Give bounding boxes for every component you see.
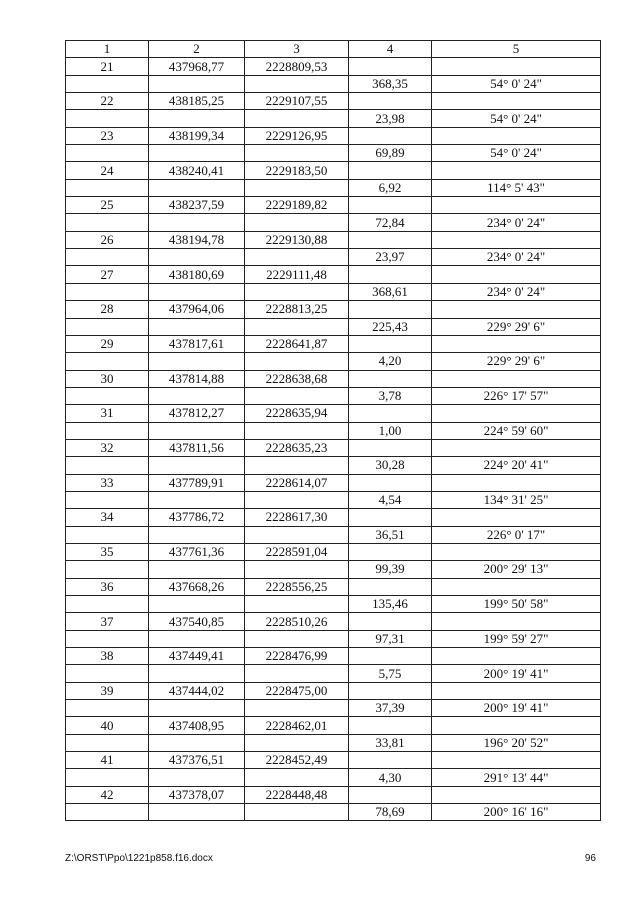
y-coordinate-cell <box>245 283 349 300</box>
point-number-cell <box>66 769 149 786</box>
bearing-cell: 200° 19' 41" <box>432 700 601 717</box>
y-coordinate-cell <box>245 665 349 682</box>
y-coordinate-cell: 2228635,23 <box>245 439 349 456</box>
x-coordinate-cell <box>149 214 245 231</box>
table-row <box>66 266 601 283</box>
distance-cell: 99,39 <box>349 561 432 578</box>
point-number-cell: 41 <box>66 752 149 769</box>
y-coordinate-cell <box>245 179 349 196</box>
point-number-cell <box>66 665 149 682</box>
y-coordinate-cell: 2228452,49 <box>245 752 349 769</box>
y-coordinate-cell: 2228635,94 <box>245 405 349 422</box>
y-coordinate-cell: 2228617,30 <box>245 509 349 526</box>
distance-cell: 6,92 <box>349 179 432 196</box>
table-header-row <box>66 41 601 58</box>
table-row <box>66 249 601 266</box>
point-number-cell: 28 <box>66 301 149 318</box>
bearing-cell <box>432 543 601 560</box>
table-row <box>66 648 601 665</box>
y-coordinate-cell <box>245 700 349 717</box>
table-row <box>66 370 601 387</box>
point-number-cell <box>66 457 149 474</box>
x-coordinate-cell <box>149 491 245 508</box>
table-row <box>66 752 601 769</box>
x-coordinate-cell: 437540,85 <box>149 613 245 630</box>
table-row <box>66 110 601 127</box>
distance-cell <box>349 474 432 491</box>
y-coordinate-cell <box>245 318 349 335</box>
bearing-cell <box>432 613 601 630</box>
point-number-cell: 22 <box>66 93 149 110</box>
distance-cell: 4,54 <box>349 491 432 508</box>
table-row <box>66 509 601 526</box>
distance-cell: 3,78 <box>349 387 432 404</box>
y-coordinate-cell: 2228476,99 <box>245 648 349 665</box>
y-coordinate-cell: 2228638,68 <box>245 370 349 387</box>
y-coordinate-cell <box>245 422 349 439</box>
bearing-cell: 134° 31' 25" <box>432 491 601 508</box>
x-coordinate-cell: 437449,41 <box>149 648 245 665</box>
bearing-cell: 291° 13' 44" <box>432 769 601 786</box>
x-coordinate-cell <box>149 596 245 613</box>
distance-cell <box>349 231 432 248</box>
distance-cell <box>349 405 432 422</box>
point-number-cell: 38 <box>66 648 149 665</box>
distance-cell <box>349 786 432 803</box>
bearing-cell: 199° 50' 58" <box>432 596 601 613</box>
distance-cell: 37,39 <box>349 700 432 717</box>
bearing-cell: 226° 0' 17" <box>432 526 601 543</box>
column-header-2: 2 <box>149 41 245 58</box>
y-coordinate-cell <box>245 353 349 370</box>
point-number-cell <box>66 145 149 162</box>
y-coordinate-cell: 2229111,48 <box>245 266 349 283</box>
distance-cell: 368,61 <box>349 283 432 300</box>
bearing-cell: 196° 20' 52" <box>432 734 601 751</box>
table-row <box>66 613 601 630</box>
table-row <box>66 127 601 144</box>
point-number-cell: 31 <box>66 405 149 422</box>
x-coordinate-cell: 437964,06 <box>149 301 245 318</box>
x-coordinate-cell <box>149 249 245 266</box>
bearing-cell: 224° 59' 60" <box>432 422 601 439</box>
column-header-1: 1 <box>66 41 149 58</box>
x-coordinate-cell: 437814,88 <box>149 370 245 387</box>
bearing-cell: 114° 5' 43" <box>432 179 601 196</box>
y-coordinate-cell <box>245 526 349 543</box>
table-row <box>66 335 601 352</box>
point-number-cell <box>66 318 149 335</box>
bearing-cell <box>432 58 601 75</box>
y-coordinate-cell: 2228591,04 <box>245 543 349 560</box>
x-coordinate-cell <box>149 422 245 439</box>
distance-cell <box>349 127 432 144</box>
bearing-cell <box>432 405 601 422</box>
x-coordinate-cell: 437817,61 <box>149 335 245 352</box>
y-coordinate-cell: 2228641,87 <box>245 335 349 352</box>
point-number-cell: 29 <box>66 335 149 352</box>
distance-cell: 135,46 <box>349 596 432 613</box>
x-coordinate-cell <box>149 769 245 786</box>
x-coordinate-cell <box>149 145 245 162</box>
x-coordinate-cell: 437408,95 <box>149 717 245 734</box>
point-number-cell: 39 <box>66 682 149 699</box>
bearing-cell <box>432 648 601 665</box>
bearing-cell: 234° 0' 24" <box>432 283 601 300</box>
coordinates-table <box>65 40 601 821</box>
table-row <box>66 197 601 214</box>
table-row <box>66 457 601 474</box>
point-number-cell: 23 <box>66 127 149 144</box>
y-coordinate-cell <box>245 561 349 578</box>
x-coordinate-cell: 437811,56 <box>149 439 245 456</box>
x-coordinate-cell <box>149 700 245 717</box>
table-row <box>66 700 601 717</box>
table-row <box>66 769 601 786</box>
x-coordinate-cell: 438180,69 <box>149 266 245 283</box>
y-coordinate-cell: 2228813,25 <box>245 301 349 318</box>
y-coordinate-cell <box>245 214 349 231</box>
bearing-cell <box>432 266 601 283</box>
x-coordinate-cell: 438194,78 <box>149 231 245 248</box>
y-coordinate-cell: 2229130,88 <box>245 231 349 248</box>
y-coordinate-cell <box>245 491 349 508</box>
point-number-cell <box>66 596 149 613</box>
x-coordinate-cell: 437812,27 <box>149 405 245 422</box>
point-number-cell: 33 <box>66 474 149 491</box>
distance-cell: 69,89 <box>349 145 432 162</box>
distance-cell: 78,69 <box>349 804 432 821</box>
point-number-cell <box>66 700 149 717</box>
table-row <box>66 439 601 456</box>
distance-cell: 72,84 <box>349 214 432 231</box>
y-coordinate-cell: 2228556,25 <box>245 578 349 595</box>
point-number-cell <box>66 249 149 266</box>
point-number-cell: 27 <box>66 266 149 283</box>
y-coordinate-cell: 2229126,95 <box>245 127 349 144</box>
table-row <box>66 318 601 335</box>
x-coordinate-cell <box>149 318 245 335</box>
bearing-cell: 224° 20' 41" <box>432 457 601 474</box>
table-row <box>66 179 601 196</box>
bearing-cell: 229° 29' 6" <box>432 318 601 335</box>
column-header-4: 4 <box>349 41 432 58</box>
point-number-cell: 24 <box>66 162 149 179</box>
distance-cell: 36,51 <box>349 526 432 543</box>
bearing-cell <box>432 717 601 734</box>
point-number-cell: 34 <box>66 509 149 526</box>
x-coordinate-cell <box>149 110 245 127</box>
bearing-cell: 54° 0' 24" <box>432 75 601 92</box>
distance-cell: 33,81 <box>349 734 432 751</box>
distance-cell: 368,35 <box>349 75 432 92</box>
bearing-cell: 200° 16' 16" <box>432 804 601 821</box>
x-coordinate-cell <box>149 665 245 682</box>
x-coordinate-cell: 437668,26 <box>149 578 245 595</box>
y-coordinate-cell <box>245 457 349 474</box>
table-row <box>66 491 601 508</box>
distance-cell <box>349 58 432 75</box>
distance-cell <box>349 717 432 734</box>
bearing-cell: 234° 0' 24" <box>432 249 601 266</box>
distance-cell <box>349 752 432 769</box>
bearing-cell <box>432 474 601 491</box>
page-number: 96 <box>584 853 596 864</box>
bearing-cell <box>432 335 601 352</box>
table-row <box>66 75 601 92</box>
x-coordinate-cell: 438240,41 <box>149 162 245 179</box>
bearing-cell <box>432 370 601 387</box>
point-number-cell <box>66 110 149 127</box>
distance-cell <box>349 370 432 387</box>
x-coordinate-cell <box>149 353 245 370</box>
table-row <box>66 665 601 682</box>
y-coordinate-cell: 2228462,01 <box>245 717 349 734</box>
bearing-cell <box>432 578 601 595</box>
distance-cell: 4,30 <box>349 769 432 786</box>
x-coordinate-cell <box>149 734 245 751</box>
point-number-cell: 25 <box>66 197 149 214</box>
table-row <box>66 405 601 422</box>
table-row <box>66 231 601 248</box>
distance-cell: 23,97 <box>349 249 432 266</box>
table-row <box>66 526 601 543</box>
point-number-cell <box>66 387 149 404</box>
x-coordinate-cell: 438199,34 <box>149 127 245 144</box>
y-coordinate-cell <box>245 145 349 162</box>
distance-cell <box>349 613 432 630</box>
point-number-cell <box>66 75 149 92</box>
table-row <box>66 387 601 404</box>
table-row <box>66 630 601 647</box>
distance-cell <box>349 301 432 318</box>
table-row <box>66 422 601 439</box>
x-coordinate-cell <box>149 457 245 474</box>
y-coordinate-cell: 2228614,07 <box>245 474 349 491</box>
bearing-cell <box>432 752 601 769</box>
point-number-cell: 35 <box>66 543 149 560</box>
distance-cell: 30,28 <box>349 457 432 474</box>
bearing-cell: 200° 29' 13" <box>432 561 601 578</box>
y-coordinate-cell: 2229107,55 <box>245 93 349 110</box>
point-number-cell: 30 <box>66 370 149 387</box>
bearing-cell: 226° 17' 57" <box>432 387 601 404</box>
distance-cell <box>349 162 432 179</box>
distance-cell: 5,75 <box>349 665 432 682</box>
distance-cell <box>349 509 432 526</box>
point-number-cell <box>66 422 149 439</box>
distance-cell: 23,98 <box>349 110 432 127</box>
bearing-cell <box>432 301 601 318</box>
bearing-cell: 54° 0' 24" <box>432 145 601 162</box>
distance-cell <box>349 578 432 595</box>
bearing-cell: 199° 59' 27" <box>432 630 601 647</box>
table-row <box>66 301 601 318</box>
y-coordinate-cell <box>245 734 349 751</box>
y-coordinate-cell <box>245 75 349 92</box>
table-row <box>66 162 601 179</box>
y-coordinate-cell <box>245 387 349 404</box>
x-coordinate-cell <box>149 179 245 196</box>
x-coordinate-cell <box>149 804 245 821</box>
table-row <box>66 353 601 370</box>
table-row <box>66 58 601 75</box>
x-coordinate-cell <box>149 526 245 543</box>
point-number-cell <box>66 734 149 751</box>
table-row <box>66 561 601 578</box>
table-row <box>66 214 601 231</box>
y-coordinate-cell: 2229189,82 <box>245 197 349 214</box>
distance-cell <box>349 93 432 110</box>
table-row <box>66 734 601 751</box>
point-number-cell <box>66 526 149 543</box>
point-number-cell: 26 <box>66 231 149 248</box>
bearing-cell <box>432 439 601 456</box>
bearing-cell: 54° 0' 24" <box>432 110 601 127</box>
y-coordinate-cell <box>245 769 349 786</box>
y-coordinate-cell <box>245 249 349 266</box>
point-number-cell: 21 <box>66 58 149 75</box>
distance-cell <box>349 648 432 665</box>
point-number-cell <box>66 630 149 647</box>
y-coordinate-cell: 2229183,50 <box>245 162 349 179</box>
x-coordinate-cell <box>149 283 245 300</box>
point-number-cell <box>66 214 149 231</box>
bearing-cell: 200° 19' 41" <box>432 665 601 682</box>
table-body <box>66 58 601 821</box>
distance-cell: 97,31 <box>349 630 432 647</box>
point-number-cell <box>66 561 149 578</box>
table-row <box>66 682 601 699</box>
point-number-cell <box>66 353 149 370</box>
table-row <box>66 596 601 613</box>
distance-cell <box>349 439 432 456</box>
point-number-cell: 42 <box>66 786 149 803</box>
distance-cell <box>349 682 432 699</box>
distance-cell <box>349 197 432 214</box>
bearing-cell <box>432 509 601 526</box>
table-row <box>66 578 601 595</box>
distance-cell <box>349 543 432 560</box>
point-number-cell <box>66 491 149 508</box>
x-coordinate-cell: 438237,59 <box>149 197 245 214</box>
point-number-cell: 32 <box>66 439 149 456</box>
x-coordinate-cell: 437444,02 <box>149 682 245 699</box>
y-coordinate-cell <box>245 110 349 127</box>
column-header-5: 5 <box>432 41 601 58</box>
x-coordinate-cell: 437786,72 <box>149 509 245 526</box>
x-coordinate-cell <box>149 630 245 647</box>
point-number-cell <box>66 179 149 196</box>
y-coordinate-cell: 2228448,48 <box>245 786 349 803</box>
distance-cell: 1,00 <box>349 422 432 439</box>
x-coordinate-cell: 437378,07 <box>149 786 245 803</box>
bearing-cell: 229° 29' 6" <box>432 353 601 370</box>
x-coordinate-cell <box>149 561 245 578</box>
y-coordinate-cell: 2228475,00 <box>245 682 349 699</box>
bearing-cell <box>432 127 601 144</box>
x-coordinate-cell <box>149 387 245 404</box>
bearing-cell <box>432 682 601 699</box>
table-row <box>66 93 601 110</box>
bearing-cell <box>432 197 601 214</box>
y-coordinate-cell: 2228510,26 <box>245 613 349 630</box>
point-number-cell <box>66 804 149 821</box>
table-row <box>66 804 601 821</box>
footer-file-path: Z:\ORST\Ppo\1221p858.f16.docx <box>65 853 213 864</box>
point-number-cell: 40 <box>66 717 149 734</box>
distance-cell: 4,20 <box>349 353 432 370</box>
column-header-3: 3 <box>245 41 349 58</box>
distance-cell <box>349 335 432 352</box>
y-coordinate-cell: 2228809,53 <box>245 58 349 75</box>
x-coordinate-cell <box>149 75 245 92</box>
point-number-cell: 37 <box>66 613 149 630</box>
table-row <box>66 283 601 300</box>
bearing-cell <box>432 231 601 248</box>
bearing-cell: 234° 0' 24" <box>432 214 601 231</box>
x-coordinate-cell: 438185,25 <box>149 93 245 110</box>
distance-cell: 225,43 <box>349 318 432 335</box>
y-coordinate-cell <box>245 804 349 821</box>
y-coordinate-cell <box>245 596 349 613</box>
table-row <box>66 786 601 803</box>
x-coordinate-cell: 437968,77 <box>149 58 245 75</box>
x-coordinate-cell: 437761,36 <box>149 543 245 560</box>
distance-cell <box>349 266 432 283</box>
table-row <box>66 543 601 560</box>
table-row <box>66 145 601 162</box>
x-coordinate-cell: 437376,51 <box>149 752 245 769</box>
y-coordinate-cell <box>245 630 349 647</box>
point-number-cell <box>66 283 149 300</box>
bearing-cell <box>432 162 601 179</box>
bearing-cell <box>432 786 601 803</box>
x-coordinate-cell: 437789,91 <box>149 474 245 491</box>
table-row <box>66 474 601 491</box>
bearing-cell <box>432 93 601 110</box>
table-row <box>66 717 601 734</box>
point-number-cell: 36 <box>66 578 149 595</box>
